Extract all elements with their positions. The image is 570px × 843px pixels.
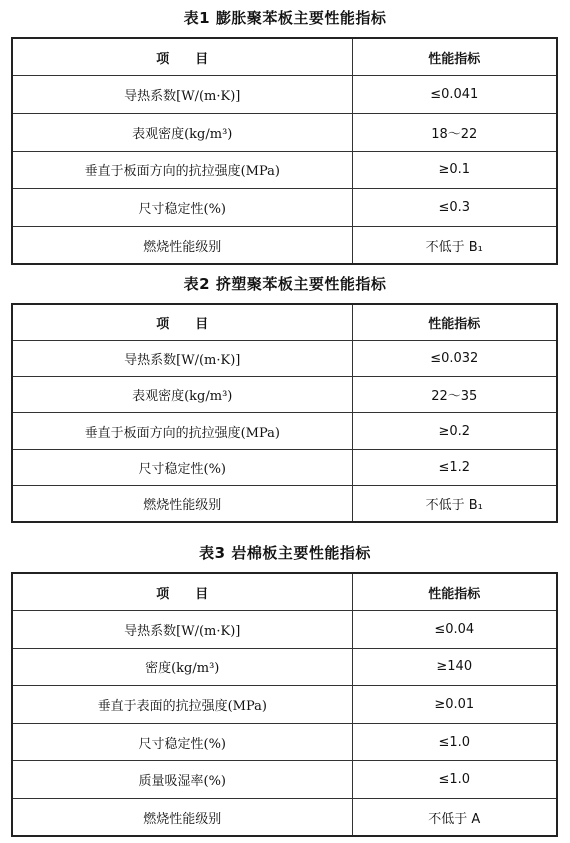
table-header-row [12,38,557,76]
table-row [12,449,557,485]
table-row [12,340,557,376]
table-1-title: 表1 膨胀聚苯板主要性能指标 [183,9,387,27]
row-value: ≤0.3 [352,189,557,227]
row-item: 燃烧性能级别 [12,485,352,521]
table-row [12,686,557,724]
row-item: 表观密度(kg/m³) [12,113,352,151]
row-item: 密度(kg/m³) [12,648,352,686]
table-row [12,413,557,449]
table-3-rock-wool-board [11,572,558,837]
row-value: 不低于 B₁ [352,226,557,264]
table-2-title: 表2 挤塑聚苯板主要性能指标 [183,275,387,293]
table-row [12,611,557,649]
row-value: 不低于 A [352,799,557,837]
row-item: 尺寸稳定性(%) [12,723,352,761]
row-value: ≥140 [352,648,557,686]
table-row [12,799,557,837]
table-2-xps-board [11,303,558,523]
table-row [12,113,557,151]
row-item: 导热系数[W/(m·K)] [12,611,352,649]
row-value: 不低于 B₁ [352,485,557,521]
row-item: 燃烧性能级别 [12,226,352,264]
table-row [12,723,557,761]
header-value: 性能指标 [352,304,557,340]
row-item: 垂直于表面的抗拉强度(MPa) [12,686,352,724]
row-value: ≤1.0 [352,723,557,761]
row-item: 垂直于板面方向的抗拉强度(MPa) [12,413,352,449]
table-row [12,76,557,114]
row-item: 尺寸稳定性(%) [12,449,352,485]
row-value: 18～22 [352,113,557,151]
row-item: 燃烧性能级别 [12,799,352,837]
row-item: 导热系数[W/(m·K)] [12,76,352,114]
table-row [12,761,557,799]
header-item: 项 目 [12,38,352,76]
row-value: ≤0.04 [352,611,557,649]
row-item: 质量吸湿率(%) [12,761,352,799]
row-item: 导热系数[W/(m·K)] [12,340,352,376]
row-value: ≤1.0 [352,761,557,799]
row-value: ≥0.2 [352,413,557,449]
row-item: 表观密度(kg/m³) [12,377,352,413]
table-row [12,151,557,189]
row-value: ≤1.2 [352,449,557,485]
table-row [12,648,557,686]
header-item: 项 目 [12,304,352,340]
table-3-title: 表3 岩棉板主要性能指标 [199,544,371,562]
table-header-row [12,573,557,611]
table-row [12,485,557,521]
row-value: ≥0.1 [352,151,557,189]
row-value: ≤0.041 [352,76,557,114]
table-row [12,189,557,227]
header-value: 性能指标 [352,38,557,76]
header-item: 项 目 [12,573,352,611]
table-header-row [12,304,557,340]
table-row [12,226,557,264]
row-value: 22～35 [352,377,557,413]
table-1-eps-board [11,37,558,265]
header-value: 性能指标 [352,573,557,611]
row-value: ≥0.01 [352,686,557,724]
table-row [12,377,557,413]
row-item: 尺寸稳定性(%) [12,189,352,227]
row-value: ≤0.032 [352,340,557,376]
row-item: 垂直于板面方向的抗拉强度(MPa) [12,151,352,189]
